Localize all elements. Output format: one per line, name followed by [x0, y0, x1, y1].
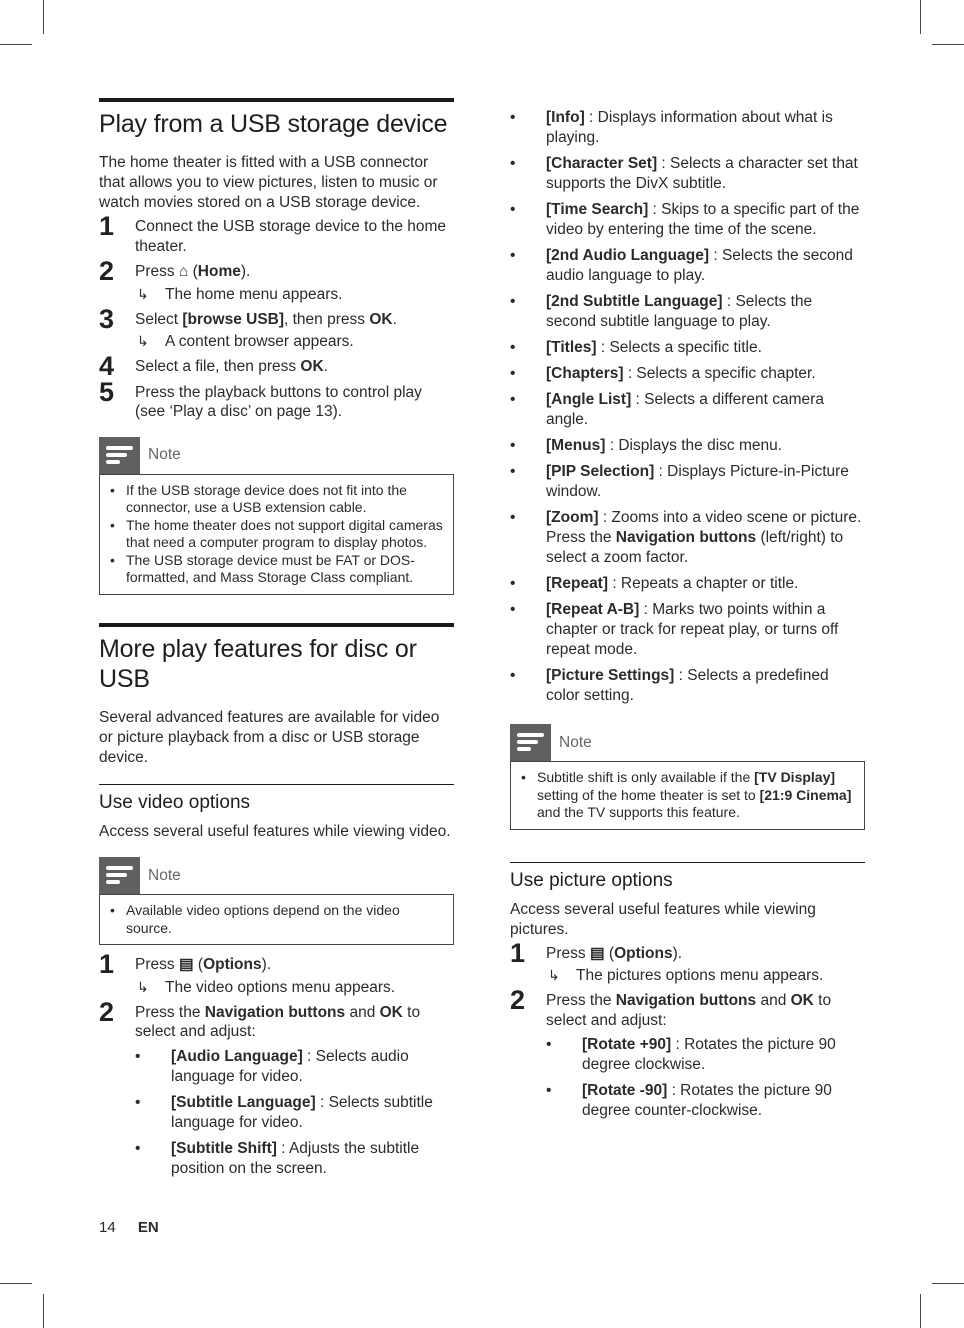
- list-item: [510, 666, 865, 706]
- option-name: [2nd Audio Language]: [546, 247, 710, 264]
- note-label: Note: [148, 866, 181, 884]
- language-code: EN: [137, 1219, 159, 1236]
- step-text: Press: [135, 956, 179, 974]
- video-steps: [99, 949, 454, 1179]
- note-item: [520, 769, 855, 822]
- options-icon: ▤: [178, 956, 194, 974]
- note-icon: [99, 857, 140, 894]
- step-text: to select and adjust:: [135, 1003, 421, 1041]
- step-text: .: [392, 310, 397, 328]
- list-item: [510, 364, 865, 384]
- step-result: [135, 978, 454, 997]
- step-text: Press the playback buttons to control play (see ‘Play a disc’ on page 13).: [135, 383, 422, 420]
- step-result: [546, 966, 865, 985]
- result-arrow-icon: ↳: [548, 967, 560, 984]
- bullet: •: [510, 109, 516, 126]
- list-item: [135, 1093, 454, 1133]
- navigation-key: Navigation buttons: [204, 1003, 346, 1021]
- step-text: (: [193, 956, 204, 974]
- bullet: •: [510, 509, 516, 526]
- option-name: [Chapters]: [546, 365, 624, 382]
- list-item: [510, 246, 865, 286]
- result-arrow-icon: ↳: [137, 978, 149, 995]
- option-desc: : Displays information about what is playing.: [546, 109, 833, 146]
- step-text: Press: [135, 263, 179, 280]
- option-name: [Character Set]: [546, 155, 658, 172]
- picture-step-2: [510, 985, 865, 1121]
- step-text: ).: [261, 956, 272, 974]
- note-text: The USB storage device must be FAT or DOS-formatted, and Mass Storage Class compliant.: [126, 551, 415, 586]
- usb-step-1: [99, 211, 454, 256]
- step-number: 2: [99, 256, 115, 286]
- home-key: Home: [197, 263, 241, 280]
- step-text: Press: [546, 944, 590, 962]
- options-key: Options: [203, 956, 262, 974]
- option-name: [Rotate -90]: [582, 1082, 668, 1100]
- navigation-key: Navigation buttons: [615, 992, 757, 1010]
- bullet: •: [110, 902, 115, 919]
- ok-key: OK: [300, 358, 324, 375]
- result-text: The pictures options menu appears.: [576, 967, 824, 985]
- option-desc: : Displays Picture-in-Picture window.: [546, 463, 849, 500]
- list-item: [510, 292, 865, 332]
- step-text: , then press: [284, 310, 370, 328]
- step-number: 1: [510, 937, 526, 968]
- option-desc: : Selects audio language for video.: [171, 1047, 409, 1085]
- step-result: [135, 285, 454, 304]
- ok-key: OK: [790, 992, 814, 1010]
- step-text: ).: [672, 944, 683, 962]
- result-arrow-icon: ↳: [137, 333, 149, 349]
- step-text: and: [345, 1003, 380, 1021]
- video-options-intro: Access several useful features while viewing video.: [99, 823, 451, 841]
- step-number: 3: [99, 303, 115, 334]
- list-item: [546, 1035, 865, 1075]
- more-features-intro: Several advanced features are available for video or picture playback from a disc or USB storage device.: [99, 709, 440, 767]
- note-text: Subtitle shift is only available if the: [537, 769, 755, 785]
- option-desc: : Selects a specific title.: [596, 339, 762, 356]
- option-name: [Picture Settings]: [546, 667, 675, 684]
- step-text: ).: [240, 263, 251, 280]
- bullet: •: [135, 1093, 141, 1111]
- usb-step-2: [99, 256, 454, 304]
- bullet: •: [510, 365, 516, 382]
- step-text: to select and adjust:: [546, 992, 832, 1029]
- usb-intro: The home theater is fitted with a USB connector that allows you to view pictures, listen to music or watch movies stored on a USB storage device.: [99, 154, 438, 211]
- list-item: [510, 600, 865, 660]
- note-text: The home theater does not support digital cameras that need a computer program to display photos.: [126, 516, 443, 551]
- right-column: [510, 108, 865, 1127]
- list-item: [510, 200, 865, 240]
- option-name: [2nd Subtitle Language]: [546, 293, 723, 310]
- option-desc: (left/right) to select a zoom factor.: [546, 529, 844, 566]
- note-item: [109, 552, 444, 587]
- step-text: Select a file, then press: [135, 358, 301, 375]
- note-box: [99, 474, 454, 596]
- note-video: [99, 857, 454, 945]
- list-item: [510, 574, 865, 594]
- bullet: •: [135, 1047, 141, 1065]
- step-text: Press the: [546, 992, 616, 1010]
- step-text: .: [323, 358, 328, 375]
- note-icon: [510, 724, 551, 761]
- option-desc: : Adjusts the subtitle position on the screen.: [171, 1139, 420, 1177]
- navigation-key: Navigation buttons: [615, 529, 757, 546]
- step-text: and: [756, 992, 791, 1010]
- step-number: 4: [99, 351, 115, 381]
- video-step-2: [99, 996, 454, 1179]
- usb-step-3: [99, 303, 454, 352]
- list-item: [510, 154, 865, 194]
- list-item: [546, 1081, 865, 1121]
- setting-value: [21:9 Cinema]: [759, 786, 852, 803]
- result-text: The video options menu appears.: [165, 978, 396, 996]
- ok-key: OK: [369, 310, 393, 328]
- option-name: [Repeat]: [546, 575, 609, 592]
- option-desc: : Rotates the picture 90 degree counter-clockwise.: [582, 1082, 832, 1120]
- bullet: •: [521, 769, 526, 785]
- picture-steps: [510, 937, 865, 1122]
- bullet: •: [510, 391, 516, 408]
- step-text: Select: [135, 310, 183, 328]
- picture-options-list: [546, 1035, 865, 1121]
- video-step-1: [99, 949, 454, 997]
- note-usb: [99, 437, 454, 596]
- note-text: Available video options depend on the video source.: [126, 902, 400, 936]
- video-options-title: Use video options: [99, 784, 454, 815]
- crop-mark: [932, 44, 964, 45]
- step-number: 1: [99, 949, 115, 980]
- list-item: [510, 462, 865, 502]
- option-name: [Rotate +90]: [582, 1036, 672, 1054]
- step-number: 5: [99, 376, 115, 407]
- picture-options-intro: Access several useful features while viewing pictures.: [510, 900, 816, 938]
- bullet: •: [510, 463, 516, 480]
- note-text: and the TV supports this feature.: [537, 804, 740, 821]
- step-text: Press the: [135, 1003, 205, 1021]
- option-desc: : Rotates the picture 90 degree clockwise.: [582, 1036, 836, 1074]
- video-options-list: [135, 1047, 454, 1179]
- step-text: (: [604, 944, 615, 962]
- option-desc: : Selects the second subtitle language to play.: [546, 293, 813, 330]
- step-number: 2: [510, 985, 526, 1016]
- menu-item: [browse USB]: [182, 310, 285, 328]
- left-column: [99, 98, 454, 1185]
- list-item: [510, 108, 865, 148]
- note-icon: [99, 437, 140, 474]
- note-item: [109, 482, 444, 517]
- list-item: [135, 1139, 454, 1179]
- note-label: Note: [148, 446, 181, 463]
- option-desc: : Selects a character set that supports the DivX subtitle.: [546, 155, 858, 192]
- result-arrow-icon: ↳: [137, 285, 149, 302]
- option-desc: : Marks two points within a chapter or track for repeat play, or turns off repeat mode.: [546, 601, 839, 658]
- note-text: setting of the home theater is set to: [537, 786, 760, 803]
- bullet: •: [510, 293, 516, 310]
- picture-step-1: [510, 937, 865, 986]
- option-desc: : Zooms into a video scene or picture. Press the: [546, 509, 862, 546]
- bullet: •: [510, 575, 516, 592]
- list-item: [510, 436, 865, 456]
- option-desc: : Repeats a chapter or title.: [608, 575, 799, 592]
- bullet: •: [510, 437, 516, 454]
- step-text: Connect the USB storage device to the home theater.: [135, 218, 447, 255]
- note-box: [99, 894, 454, 945]
- usb-steps: [99, 211, 454, 422]
- list-item: [510, 338, 865, 358]
- option-name: [Angle List]: [546, 391, 632, 408]
- page-number: 14: [99, 1219, 116, 1236]
- bullet: •: [110, 481, 115, 498]
- bullet: •: [510, 339, 516, 356]
- usb-step-5: [99, 376, 454, 422]
- option-name: [Zoom]: [546, 509, 599, 526]
- crop-mark: [43, 0, 44, 34]
- list-item: [510, 508, 865, 568]
- note-header: [510, 724, 865, 761]
- option-name: [Subtitle Language]: [171, 1093, 316, 1111]
- option-name: [Menus]: [546, 437, 606, 454]
- crop-mark: [43, 1294, 44, 1328]
- note-item: [109, 902, 444, 937]
- crop-mark: [920, 0, 921, 34]
- option-desc: : Selects subtitle language for video.: [171, 1093, 433, 1131]
- bullet: •: [510, 247, 516, 264]
- page-footer: [99, 1219, 159, 1236]
- bullet: •: [546, 1082, 552, 1100]
- note-box: [510, 761, 865, 830]
- option-name: [Subtitle Shift]: [171, 1139, 277, 1157]
- option-desc: : Selects a different camera angle.: [546, 391, 824, 428]
- note-label: Note: [559, 733, 592, 751]
- result-text: A content browser appears.: [165, 333, 354, 350]
- crop-mark: [932, 1283, 964, 1284]
- bullet: •: [510, 601, 516, 618]
- options-key: Options: [614, 944, 673, 962]
- list-item: [135, 1047, 454, 1087]
- option-desc: : Skips to a specific part of the video by entering the time of the scene.: [546, 201, 860, 238]
- ok-key: OK: [379, 1003, 403, 1021]
- option-name: [Audio Language]: [171, 1047, 303, 1065]
- note-header: [99, 857, 454, 894]
- step-text: (: [188, 263, 198, 280]
- crop-mark: [920, 1294, 921, 1328]
- note-item: [109, 517, 444, 552]
- option-name: [Titles]: [546, 339, 597, 356]
- crop-mark: [0, 1283, 32, 1284]
- bullet: •: [110, 516, 115, 533]
- setting-name: [TV Display]: [754, 769, 836, 785]
- bullet: •: [546, 1036, 552, 1054]
- usb-step-4: [99, 351, 454, 381]
- bullet: •: [510, 201, 516, 218]
- bullet: •: [135, 1139, 141, 1157]
- usb-section-title: Play from a USB storage device: [99, 98, 454, 139]
- note-text: If the USB storage device does not fit into the connector, use a USB extension cable.: [126, 481, 407, 516]
- bullet: •: [110, 551, 115, 568]
- home-icon: ⌂: [178, 263, 189, 280]
- options-icon: ▤: [589, 944, 605, 962]
- option-desc: : Selects the second audio language to play.: [546, 247, 853, 284]
- note-header: [99, 437, 454, 474]
- picture-options-title: Use picture options: [510, 862, 865, 893]
- bullet: •: [510, 667, 516, 684]
- option-name: [PIP Selection]: [546, 463, 655, 480]
- bullet: •: [510, 155, 516, 172]
- option-name: [Time Search]: [546, 201, 649, 218]
- option-name: [Info]: [546, 109, 585, 126]
- option-desc: : Selects a specific chapter.: [623, 365, 816, 382]
- more-features-title: More play features for disc or USB: [99, 623, 454, 694]
- option-desc: : Displays the disc menu.: [605, 437, 783, 454]
- option-name: [Repeat A-B]: [546, 601, 640, 618]
- step-number: 1: [99, 211, 115, 241]
- crop-mark: [0, 44, 32, 45]
- step-number: 2: [99, 996, 115, 1027]
- note-subtitle: [510, 724, 865, 830]
- step-result: [135, 332, 454, 351]
- list-item: [510, 390, 865, 430]
- result-text: The home menu appears.: [165, 285, 343, 303]
- option-desc: : Selects a predefined color setting.: [546, 667, 829, 704]
- video-options-list-continued: [510, 108, 865, 706]
